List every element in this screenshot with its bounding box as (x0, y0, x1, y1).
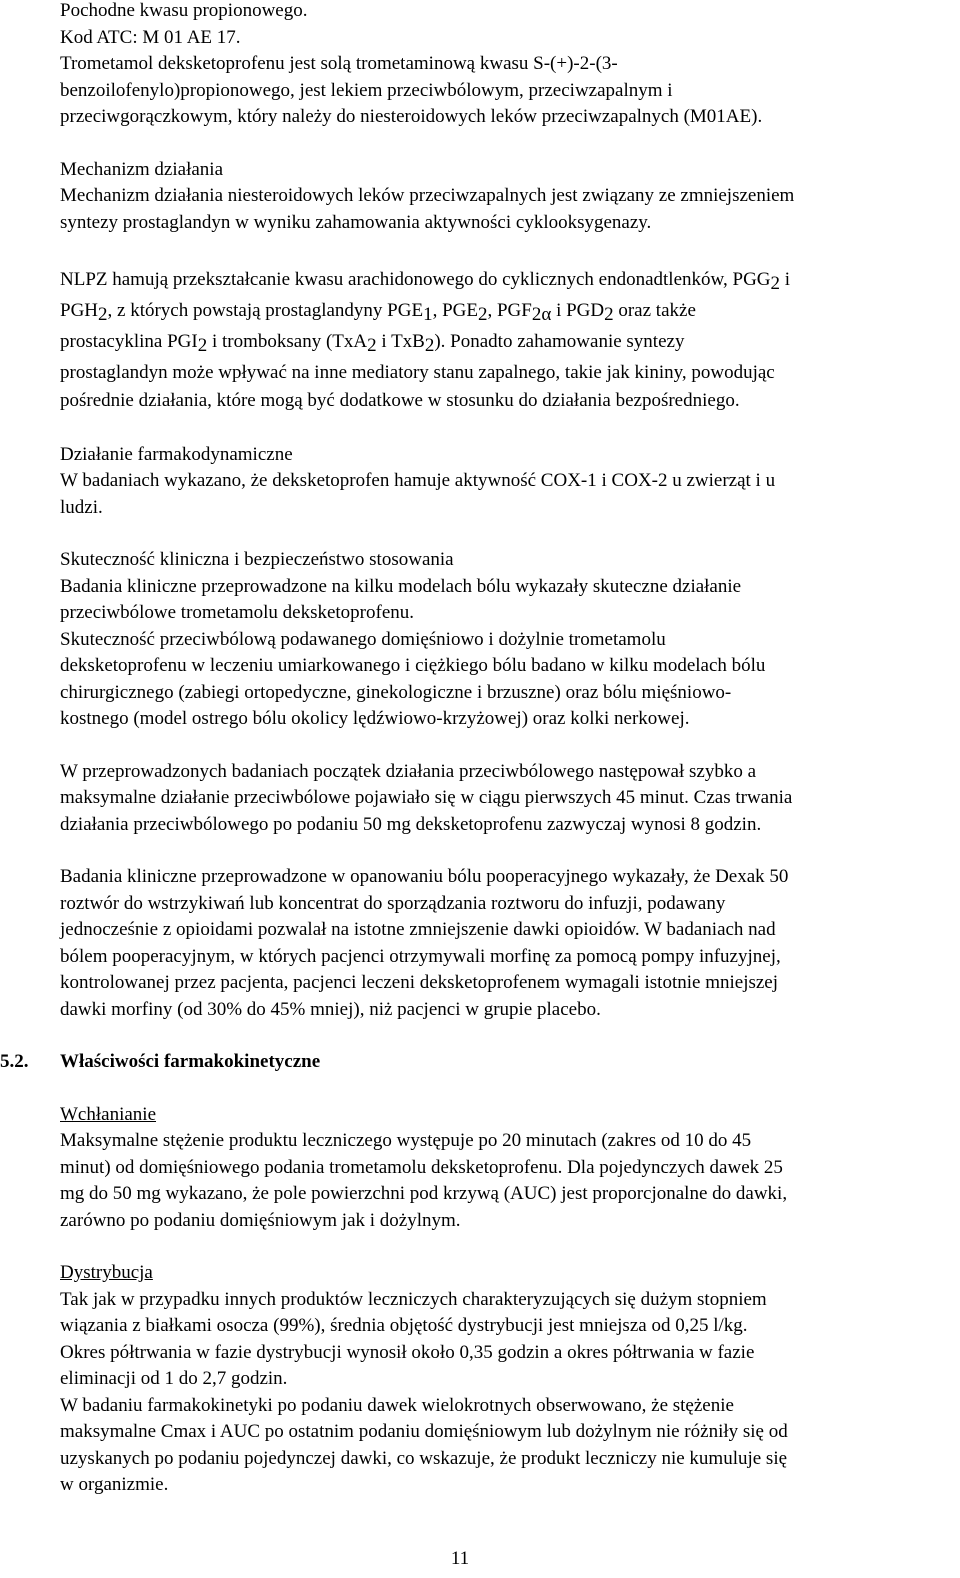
text-line: prostacyklina PGI2 i tromboksany (TxA2 i TxB2). Ponadto zahamowanie syntezy (60, 331, 685, 356)
text-line: minut) od domięśniowego podania trometamolu deksketoprofenu. Dla pojedynczych dawek 25 (60, 1156, 783, 1178)
intro-paragraph (60, 0, 956, 131)
text-line: deksketoprofenu w leczeniu umiarkowanego i ciężkiego bólu badano w kilku modelach bólu (60, 655, 766, 676)
text-line: maksymalne Cmax i AUC po ostatnim podaniu domięśniowym lub dożylnym nie różniły się od (60, 1421, 788, 1442)
text-line: kontrolowanej przez pacjenta, pacjenci leczeni deksketoprofenem wymagali istotnie mniejszej (60, 972, 779, 993)
text-line: Skuteczność przeciwbólową podawanego domięśniowo i dożylnie trometamolu (60, 628, 666, 650)
text-line: chirurgicznego (zabiegi ortopedyczne, ginekologiczne i brzuszne) oraz bólu mięśniowo- (60, 681, 732, 703)
section-number: 5.2. (0, 1051, 29, 1072)
text-line: kostnego (model ostrego bólu okolicy lędźwiowo-krzyżowej) oraz kolki nerkowej. (60, 708, 690, 729)
mechanism-section (60, 157, 956, 237)
page-number: 11 (450, 1548, 470, 1569)
distribution-section (60, 1260, 956, 1499)
text-line: Pochodne kwasu propionowego. (60, 0, 308, 21)
section-5-2-heading (0, 1049, 956, 1076)
text-line: zarówno po podaniu domięśniowym jak i dożylnym. (60, 1209, 461, 1231)
text-line: PGH2, z których powstają prostaglandyny PGE1, PGE2, PGF2α i PGD2 oraz także (60, 300, 696, 325)
text-line: Mechanizm działania niesteroidowych leków przeciwzapalnych jest związany ze zmniejszeniem (60, 185, 795, 206)
text-line: roztwór do wstrzykiwań lub koncentrat do sporządzania roztworu do infuzji, podawany (60, 892, 726, 914)
section-heading: Mechanizm działania (60, 158, 224, 180)
onset-paragraph (60, 759, 956, 839)
text-line: Okres półtrwania w fazie dystrybucji wynosił około 0,35 godzin a okres półtrwania w fazie (60, 1341, 755, 1363)
efficacy-section (60, 547, 956, 733)
text-line: Badania kliniczne przeprowadzone na kilku modelach bólu wykazały skuteczne działanie (60, 575, 742, 597)
section-heading: Działanie farmakodynamiczne (60, 443, 293, 465)
text-line: Trometamol deksketoprofenu jest solą trometaminową kwasu S-(+)-2-(3- (60, 53, 618, 74)
section-title: Właściwości farmakokinetyczne (60, 1051, 321, 1072)
text-line: Maksymalne stężenie produktu leczniczego występuje po 20 minutach (zakres od 10 do 45 (60, 1130, 752, 1151)
subsection-heading: Wchłanianie (60, 1103, 157, 1125)
text-line: przeciwbólowe trometamolu deksketoprofenu. (60, 602, 415, 623)
text-line: Tak jak w przypadku innych produktów leczniczych charakteryzujących się dużym stopniem (60, 1288, 767, 1310)
text-line: W badaniach wykazano, że deksketoprofen hamuje aktywność COX-1 i COX-2 u zwierząt i u (60, 470, 776, 491)
text-line: NLPZ hamują przekształcanie kwasu arachidonowego do cyklicznych endonadtlenków, PGG2 i (60, 269, 791, 294)
postop-paragraph (60, 864, 956, 1023)
section-heading: Skuteczność kliniczna i bezpieczeństwo stosowania (60, 549, 454, 570)
text-line: eliminacji od 1 do 2,7 godzin. (60, 1368, 288, 1389)
text-line: W przeprowadzonych badaniach początek działania przeciwbólowego następował szybko a (60, 760, 757, 782)
subsection-heading: Dystrybucja (60, 1262, 153, 1283)
text-line: przeciwgorączkowym, który należy do niesteroidowych leków przeciwzapalnych (M01AE). (60, 106, 763, 127)
text-line: wiązania z białkami osocza (99%), średnia objętość dystrybucji jest mniejsza od 0,25 l/kg. (60, 1315, 748, 1336)
text-line: Badania kliniczne przeprowadzone w opanowaniu bólu pooperacyjnego wykazały, że Dexak 50 (60, 866, 789, 887)
text-line: mg do 50 mg wykazano, że pole powierzchni pod krzywą (AUC) jest proporcjonalne do dawki, (60, 1183, 788, 1204)
text-line: syntezy prostaglandyn w wyniku zahamowania aktywności cyklooksygenazy. (60, 211, 652, 233)
text-line: benzoilofenylo)propionowego, jest lekiem przeciwbólowym, przeciwzapalnym i (60, 79, 673, 101)
text-line: maksymalne działanie przeciwbólowe pojawiało się w ciągu pierwszych 45 minut. Czas trwania (60, 787, 793, 808)
text-line: Kod ATC: M 01 AE 17. (60, 26, 241, 48)
text-line: prostaglandyn może wpływać na inne mediatory stanu zapalnego, takie jak kininy, powodując (60, 362, 775, 383)
text-line: dawki morfiny (od 30% do 45% mniej), niż pacjenci w grupie placebo. (60, 998, 601, 1020)
text-line: w organizmie. (60, 1474, 169, 1495)
text-line: bólem pooperacyjnym, w których pacjenci otrzymywali morfinę za pomocą pompy infuzyjnej, (60, 945, 781, 967)
pharmacodynamic-section (60, 442, 956, 522)
nlpz-paragraph (60, 264, 956, 415)
text-line: uzyskanych po podaniu pojedynczej dawki, co wskazuje, że produkt leczniczy nie kumuluje się (60, 1447, 788, 1469)
text-line: działania przeciwbólowego po podaniu 50 mg deksketoprofenu zazwyczaj wynosi 8 godzin. (60, 813, 762, 835)
text-line: W badaniu farmakokinetyki po podaniu dawek wielokrotnych obserwowano, że stężenie (60, 1394, 734, 1416)
text-line: ludzi. (60, 496, 103, 518)
text-line: jednocześnie z opioidami pozwalał na istotne zmniejszenie dawki opioidów. W badaniach nad (60, 919, 776, 940)
text-line: pośrednie działania, które mogą być dodatkowe w stosunku do działania bezpośredniego. (60, 390, 740, 411)
absorption-section (60, 1102, 956, 1235)
